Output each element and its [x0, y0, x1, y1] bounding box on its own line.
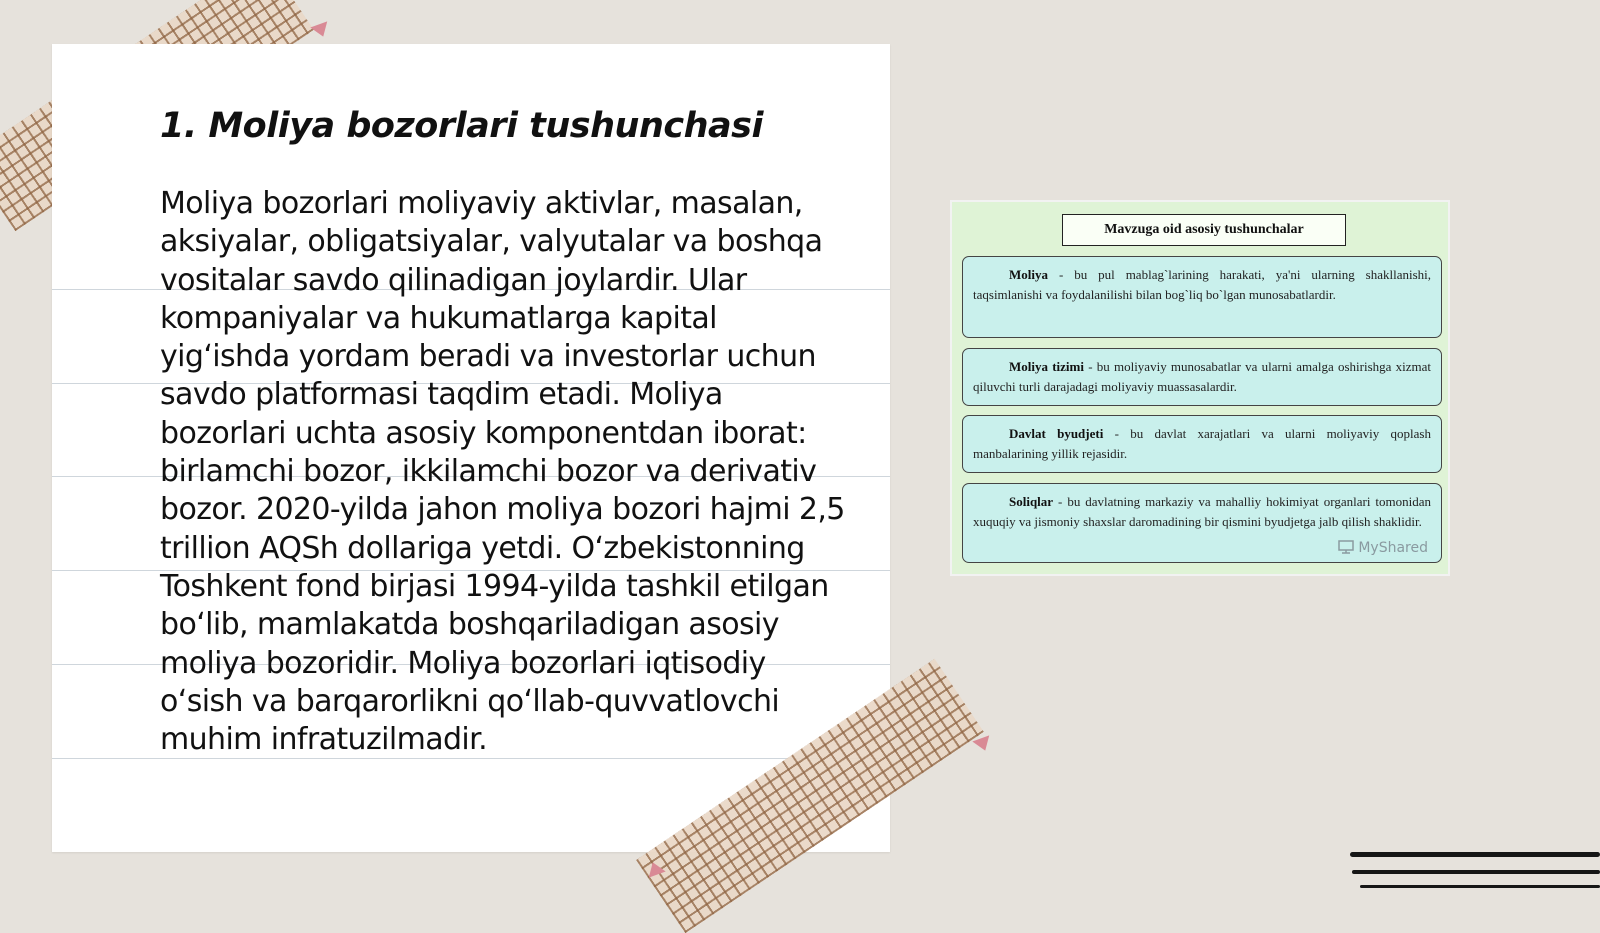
myshared-watermark	[1338, 540, 1428, 556]
presentation-board-icon	[1338, 540, 1354, 554]
watermark-text: MyShared	[1358, 540, 1428, 556]
lined-paper-card	[52, 44, 890, 852]
decorative-brush-stroke	[1352, 870, 1600, 874]
concept-term: Moliya tizimi	[1009, 359, 1084, 374]
concept-box-moliya-tizimi	[962, 348, 1442, 406]
concept-term: Moliya	[1009, 267, 1048, 282]
concept-definition: - bu davlat xarajatlari va ularni moliyaviy qoplash manbalarining yillik rejasidir.	[973, 426, 1431, 461]
concepts-diagram	[950, 200, 1450, 576]
concept-definition: - bu pul mablag`larining harakati, ya'ni ularning shakllanishi, taqsimlanishi va foydalanilishi bilan bog`liq bo`lgan munosabatlardir.	[973, 267, 1431, 302]
concept-definition: - bu davlatning markaziy va mahalliy hokimiyat organlari tomonidan xuquqiy va jismoniy shaxslar daromadining bir qismini byudjetga jalb qilish shaklidir.	[973, 494, 1431, 529]
slide-body-text: Moliya bozorlari moliyaviy aktivlar, masalan, aksiyalar, obligatsiyalar, valyutalar va boshqa vositalar savdo qilinadigan joylardir. Ular kompaniyalar va hukumatlarga kapital yig‘ishda yordam beradi va investorlar uchun savdo platformasi taqdim etadi. Moliya bozorlari uchta asosiy komponentdan iborat: birlamchi bozor, ikkilamchi bozor va derivativ bozor. 2020-yilda jahon moliya bozori hajmi 2,5 trillion AQSh dollariga yetdi. O‘zbekistonning Toshkent fond birjasi 1994-yilda tashkil etilgan bo‘lib, mamlakatda boshqariladigan asosiy moliya bozoridir. Moliya bozorlari iqtisodiy o‘sish va barqarorlikni qo‘llab-quvvatlovchi muhim infratuzilmadir.	[160, 186, 845, 758]
concept-term: Davlat byudjeti	[1009, 426, 1104, 441]
decorative-brush-stroke	[1360, 885, 1600, 888]
concept-box-moliya	[962, 256, 1442, 338]
concept-term: Soliqlar	[1009, 494, 1054, 509]
concept-box-davlat-byudjeti	[962, 415, 1442, 473]
decorative-brush-stroke	[1350, 852, 1600, 857]
tape-corner-mark	[972, 735, 993, 753]
diagram-title: Mavzuga oid asosiy tushunchalar	[1062, 214, 1346, 246]
tape-corner-mark	[310, 21, 331, 39]
concept-definition: - bu moliyaviy munosabatlar va ularni amalga oshirishga xizmat qiluvchi turli darajadagi moliyaviy muassasalardir.	[973, 359, 1431, 394]
slide-heading: 1. Moliya bozorlari tushunchasi	[160, 106, 763, 146]
